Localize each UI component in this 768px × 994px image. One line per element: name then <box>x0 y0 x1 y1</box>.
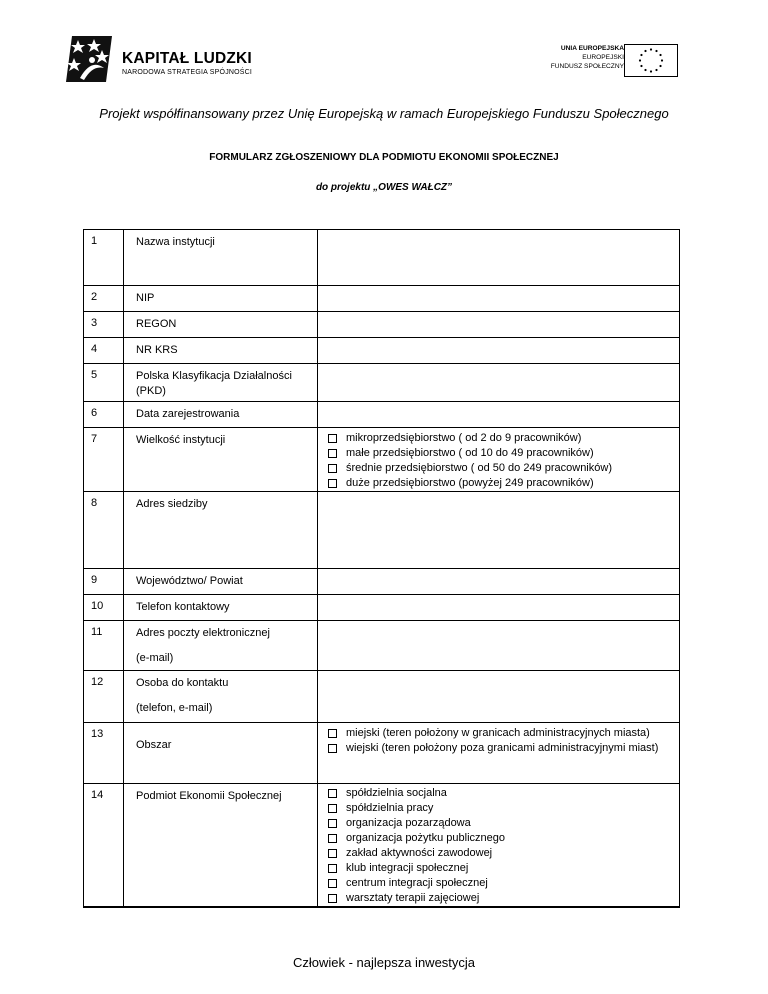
option-label: centrum integracji społecznej <box>346 877 488 889</box>
row-label: Podmiot Ekonomii Społecznej <box>124 784 318 908</box>
checkbox[interactable] <box>328 864 337 873</box>
row-number: 7 <box>84 428 124 492</box>
option-label: małe przedsiębiorstwo ( od 10 do 49 pracowników) <box>346 447 594 459</box>
table-row <box>84 492 680 569</box>
application-form-table <box>83 229 680 908</box>
eu-star-icon <box>655 69 657 71</box>
row-label-main: Osoba do kontaktu <box>136 677 229 689</box>
eu-star-icon <box>650 70 652 72</box>
option-item[interactable] <box>326 446 675 461</box>
row-label <box>124 621 318 671</box>
kapital-ludzki-logo <box>66 34 266 86</box>
kapital-ludzki-emblem-icon <box>66 34 116 84</box>
value-field-phone[interactable] <box>318 595 680 621</box>
eu-star-icon <box>644 50 646 52</box>
row-label: Adres siedziby <box>124 492 318 569</box>
row-label: Polska Klasyfikacja Działalności (PKD) <box>124 364 318 402</box>
table-row <box>84 312 680 338</box>
eu-line-2: EUROPEJSKI <box>582 54 624 61</box>
option-label: organizacja pożytku publicznego <box>346 832 505 844</box>
row-number: 14 <box>84 784 124 908</box>
row-number: 8 <box>84 492 124 569</box>
row-number: 2 <box>84 286 124 312</box>
checkbox[interactable] <box>328 804 337 813</box>
eu-star-icon <box>661 59 663 61</box>
eu-star-icon <box>644 69 646 71</box>
table-row <box>84 230 680 286</box>
checkbox[interactable] <box>328 849 337 858</box>
table-row <box>84 569 680 595</box>
eu-star-icon <box>650 48 652 50</box>
table-row <box>84 621 680 671</box>
option-label: mikroprzedsiębiorstwo ( od 2 do 9 pracowników) <box>346 432 582 444</box>
table-row <box>84 595 680 621</box>
row-number: 9 <box>84 569 124 595</box>
social-economy-entity-options <box>318 784 680 908</box>
option-item[interactable] <box>326 431 675 446</box>
row-number: 1 <box>84 230 124 286</box>
value-field-registration-date[interactable] <box>318 402 680 428</box>
checkbox[interactable] <box>328 789 337 798</box>
value-field-pkd[interactable] <box>318 364 680 402</box>
checkbox[interactable] <box>328 879 337 888</box>
option-item[interactable] <box>326 846 675 861</box>
checkbox[interactable] <box>328 464 337 473</box>
row-label: Data zarejestrowania <box>124 402 318 428</box>
row-number: 3 <box>84 312 124 338</box>
area-options <box>318 723 680 784</box>
option-item[interactable] <box>326 801 675 816</box>
value-field-email[interactable] <box>318 621 680 671</box>
kapital-ludzki-subtitle: NARODOWA STRATEGIA SPÓJNOŚCI <box>122 69 253 76</box>
option-item[interactable] <box>326 816 675 831</box>
value-field-contact-person[interactable] <box>318 671 680 723</box>
table-row <box>84 364 680 402</box>
row-number: 12 <box>84 671 124 723</box>
option-label: spółdzielnia socjalna <box>346 787 447 799</box>
eu-logo <box>530 44 680 80</box>
value-field-institution-name[interactable] <box>318 230 680 286</box>
value-field-krs[interactable] <box>318 338 680 364</box>
checkbox[interactable] <box>328 729 337 738</box>
row-label: REGON <box>124 312 318 338</box>
row-label-secondary: (e-mail) <box>136 652 174 664</box>
row-label: Telefon kontaktowy <box>124 595 318 621</box>
value-field-address[interactable] <box>318 492 680 569</box>
option-label: wiejski (teren położony poza granicami administracyjnymi miast) <box>346 742 659 754</box>
eu-star-icon <box>659 65 661 67</box>
option-label: średnie przedsiębiorstwo ( od 50 do 249 pracowników) <box>346 462 612 474</box>
option-item[interactable] <box>326 726 675 741</box>
option-item[interactable] <box>326 891 675 906</box>
eu-star-icon <box>640 54 642 56</box>
row-number: 13 <box>84 723 124 784</box>
footer-slogan: Człowiek - najlepsza inwestycja <box>292 955 476 970</box>
form-title: FORMULARZ ZGŁOSZENIOWY DLA PODMIOTU EKONOMII SPOŁECZNEJ <box>209 152 559 163</box>
row-number: 5 <box>84 364 124 402</box>
option-item[interactable] <box>326 461 675 476</box>
row-label: Województwo/ Powiat <box>124 569 318 595</box>
row-label-main: Obszar <box>136 739 172 751</box>
eu-star-icon <box>655 50 657 52</box>
table-row <box>84 338 680 364</box>
value-field-nip[interactable] <box>318 286 680 312</box>
row-label: NR KRS <box>124 338 318 364</box>
table-row <box>84 286 680 312</box>
value-field-regon[interactable] <box>318 312 680 338</box>
eu-star-icon <box>639 59 641 61</box>
checkbox[interactable] <box>328 834 337 843</box>
eu-star-icon <box>659 54 661 56</box>
checkbox[interactable] <box>328 744 337 753</box>
row-number: 4 <box>84 338 124 364</box>
row-label <box>124 671 318 723</box>
table-row <box>84 723 680 784</box>
option-label: warsztaty terapii zajęciowej <box>346 892 480 904</box>
option-item[interactable] <box>326 476 675 491</box>
form-subtitle: do projektu „OWES WAŁCZ” <box>315 182 453 193</box>
row-label-secondary: (telefon, e-mail) <box>136 702 213 714</box>
eu-flag-icon <box>624 44 678 77</box>
eu-line-1: UNIA EUROPEJSKA <box>560 45 624 52</box>
checkbox[interactable] <box>328 479 337 488</box>
value-field-voivodeship[interactable] <box>318 569 680 595</box>
option-label: spółdzielnia pracy <box>346 802 434 814</box>
option-label: miejski (teren położony w granicach administracyjnych miasta) <box>346 727 650 739</box>
table-row <box>84 428 680 492</box>
eu-logo-text <box>551 44 624 71</box>
checkbox[interactable] <box>328 819 337 828</box>
checkbox[interactable] <box>328 449 337 458</box>
eu-star-icon <box>640 65 642 67</box>
option-item[interactable] <box>326 861 675 876</box>
checkbox[interactable] <box>328 894 337 903</box>
row-label-main: Adres poczty elektronicznej <box>136 627 270 639</box>
option-label: zakład aktywności zawodowej <box>346 847 493 859</box>
row-label <box>124 723 318 784</box>
option-label: klub integracji społecznej <box>346 862 469 874</box>
row-label: NIP <box>124 286 318 312</box>
row-number: 11 <box>84 621 124 671</box>
row-label: Wielkość instytucji <box>124 428 318 492</box>
institution-size-options <box>318 428 680 492</box>
option-item[interactable] <box>326 831 675 846</box>
option-item[interactable] <box>326 741 675 756</box>
option-item[interactable] <box>326 876 675 891</box>
checkbox[interactable] <box>328 434 337 443</box>
table-row <box>84 402 680 428</box>
row-number: 6 <box>84 402 124 428</box>
kapital-ludzki-title: KAPITAŁ LUDZKI <box>122 50 252 67</box>
eu-line-3: FUNDUSZ SPOŁECZNY <box>550 63 624 70</box>
table-row <box>84 671 680 723</box>
option-item[interactable] <box>326 786 675 801</box>
row-label: Nazwa instytucji <box>124 230 318 286</box>
cofinancing-note: Projekt współfinansowany przez Unię Europejską w ramach Europejskiego Funduszu Społecznego <box>99 106 669 121</box>
row-number: 10 <box>84 595 124 621</box>
option-label: duże przedsiębiorstwo (powyżej 249 pracowników) <box>346 477 594 489</box>
table-row <box>84 784 680 908</box>
option-label: organizacja pozarządowa <box>346 817 471 829</box>
